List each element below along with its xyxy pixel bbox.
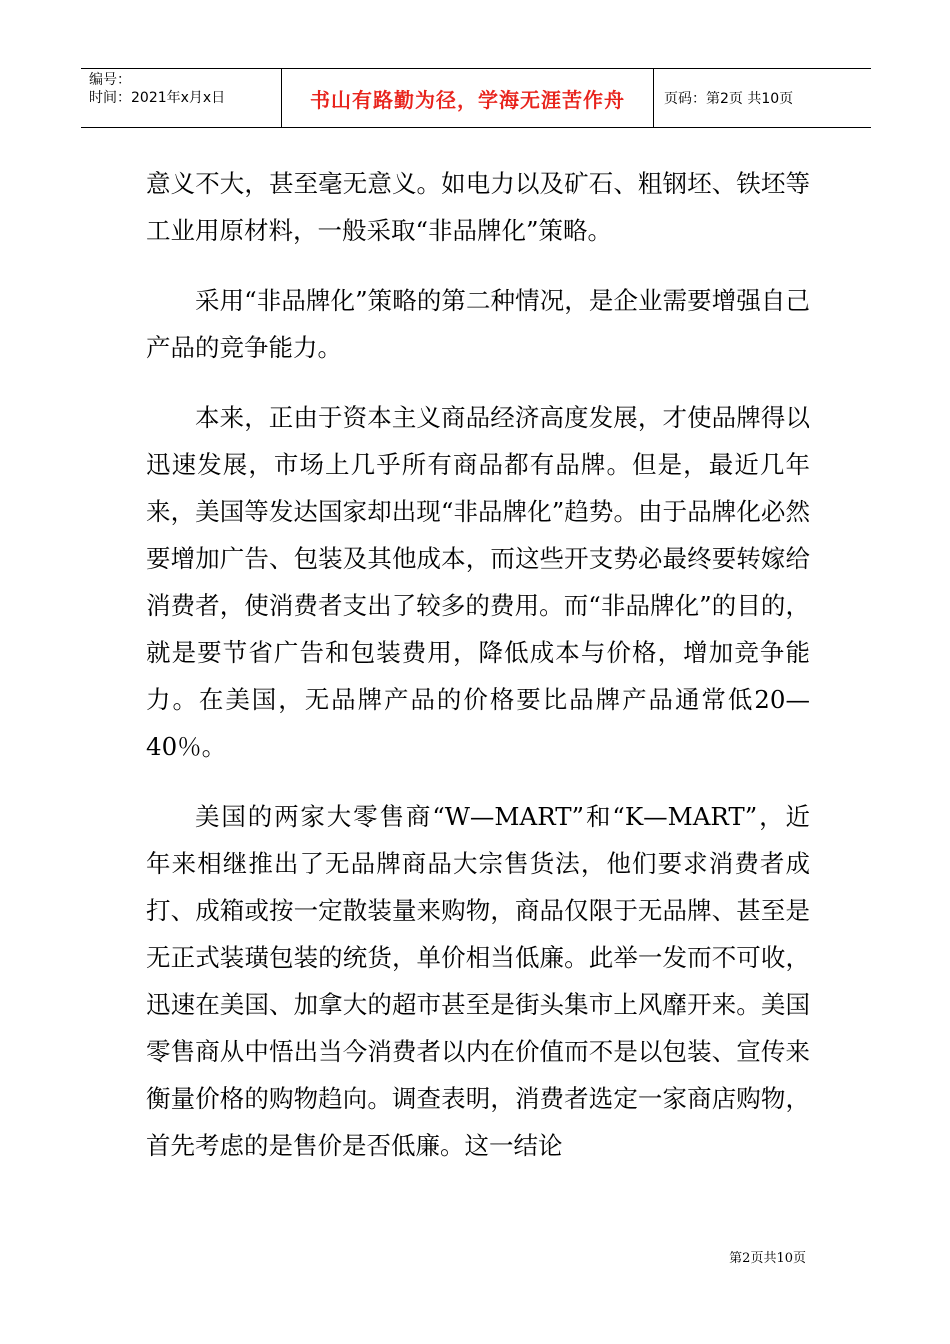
page-footer: 第2页共10页 bbox=[729, 1251, 806, 1266]
header-motto: 书山有路勤为径，学海无涯苦作舟 bbox=[282, 69, 654, 127]
paragraph-2: 采用“非品牌化”策略的第二种情况，是企业需要增强自己产品的竞争能力。 bbox=[146, 286, 810, 362]
header-meta bbox=[81, 69, 282, 127]
page-header bbox=[81, 68, 871, 128]
serial-number-label: 编号： bbox=[89, 72, 131, 88]
paragraph-1: 意义不大，甚至毫无意义。如电力以及矿石、粗钢坯、铁坯等工业用原材料，一般采取“非品牌化”策略。 bbox=[146, 169, 810, 245]
header-page-info: 页码：第2页 共10页 bbox=[664, 91, 794, 107]
paragraph-4: 美国的两家大零售商“W—MART”和“K—MART”，近年来相继推出了无品牌商品大宗售货法，他们要求消费者成打、成箱或按一定散装量来购物，商品仅限于无品牌、甚至是无正式装璜包装的统货，单价相当低廉。此举一发而不可收，迅速在美国、加拿大的超市甚至是街头集市上风靡开来。美国零售商从中悟出当今消费者以内在价值而不是以包装、宣传来衡量价格的购物趋向。调查表明，消费者选定一家商店购物，首先考虑的是售价是否低廉。这一结论 bbox=[146, 802, 810, 1160]
date-label: 时间：2021年x月x日 bbox=[89, 90, 226, 106]
paragraph-3: 本来，正由于资本主义商品经济高度发展，才使品牌得以迅速发展，市场上几乎所有商品都有品牌。但是，最近几年来，美国等发达国家却出现“非品牌化”趋势。由于品牌化必然要增加广告、包装及其他成本，而这些开支势必最终要转嫁给消费者，使消费者支出了较多的费用。而“非品牌化”的目的，就是要节省广告和包装费用，降低成本与价格，增加竞争能力。在美国，无品牌产品的价格要比品牌产品通常低20—40％。 bbox=[146, 403, 810, 761]
document-body bbox=[146, 160, 810, 1192]
